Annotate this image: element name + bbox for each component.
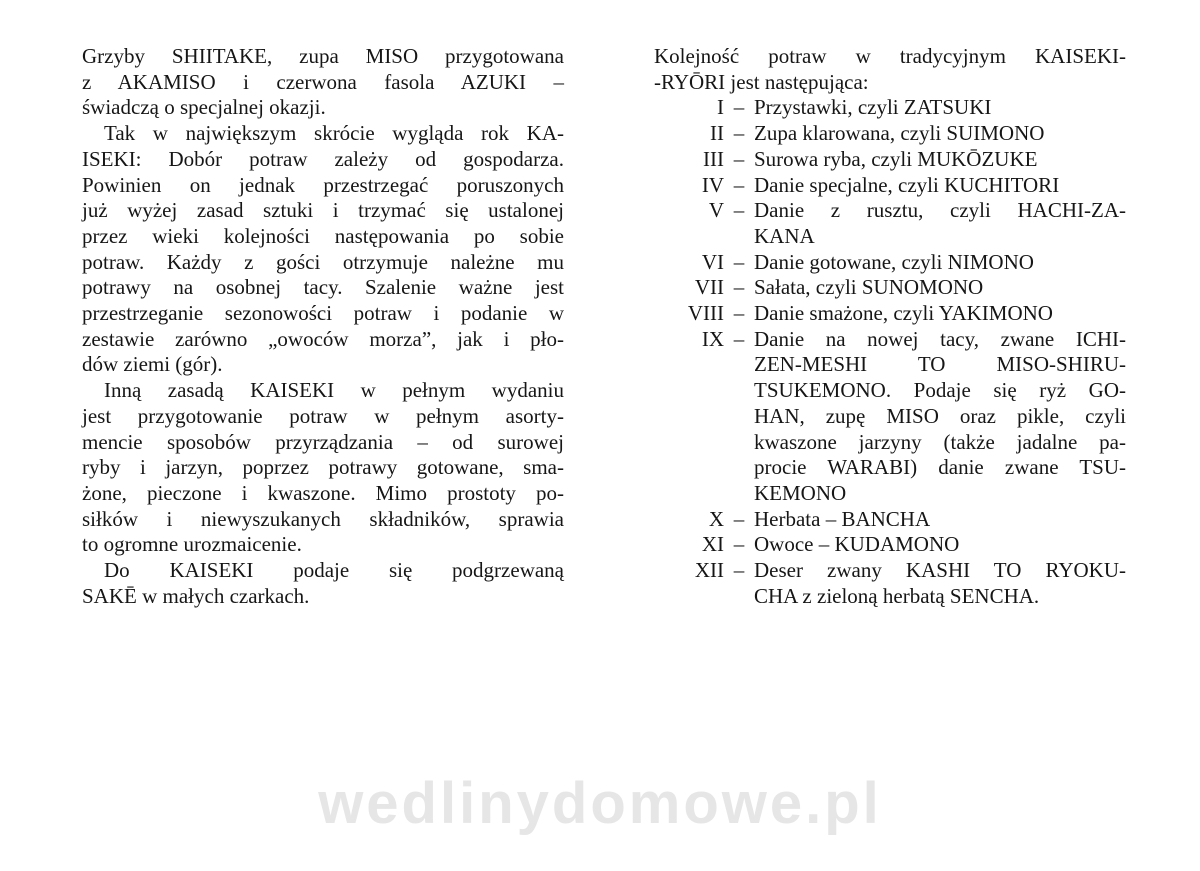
dash: – (733, 532, 745, 557)
text-line: Do KAISEKI podaje się podgrzewaną (104, 558, 564, 583)
text-line: Grzyby SHIITAKE, zupa MISO przygotowana (82, 44, 564, 68)
text-line: Danie z rusztu, czyli HACHI-ZA- (754, 198, 1126, 223)
text-line: Sałata, czyli SUNOMONO (754, 275, 984, 300)
text-line: ISEKI: Dobór potraw zależy od gospodarza. (82, 146, 564, 171)
paragraph-2 (82, 121, 564, 378)
text-line: siłków i niewyszukanych składników, sprawia (82, 506, 564, 531)
text-line: Danie gotowane, czyli NIMONO (754, 249, 1034, 274)
text-line: KEMONO (754, 480, 847, 505)
dash: – (733, 249, 745, 274)
roman-numeral: IX (701, 326, 724, 351)
list-intro (654, 44, 1126, 95)
text-line: Deser zwany KASHI TO RYOKU- (754, 558, 1126, 583)
list-item (652, 301, 1126, 327)
text-line: jest przygotowanie potraw w pełnym asorty- (82, 403, 564, 428)
text-line: ZEN-MESHI TO MISO-SHIRU- (754, 352, 1126, 377)
roman-numeral: III (703, 146, 724, 171)
roman-numeral: V (708, 198, 724, 223)
list-item (652, 95, 1126, 121)
text-line: SAKĒ w małych czarkach. (82, 583, 310, 608)
text-line: potrawy na osobnej tacy. Szalenie ważne jest (82, 275, 564, 300)
dash: – (733, 301, 745, 326)
course-list (652, 95, 1126, 609)
list-item (652, 121, 1126, 147)
roman-numeral: II (710, 121, 724, 146)
text-line: HAN, zupę MISO oraz pikle, czyli (754, 403, 1126, 428)
text-line: dów ziemi (gór). (82, 352, 223, 377)
item-text (754, 121, 1126, 147)
text-line: mencie sposobów przyrządzania – od surowej (82, 429, 564, 454)
item-text (754, 558, 1126, 609)
text-line: Danie smażone, czyli YAKIMONO (754, 301, 1053, 326)
text-line: potraw. Każdy z gości otrzymuje należne mu (82, 249, 564, 274)
list-item (652, 532, 1126, 558)
text-line: Kolejność potraw w tradycyjnym KAISEKI- (654, 44, 1126, 68)
item-text (754, 507, 1126, 533)
list-item (652, 275, 1126, 301)
list-item (652, 198, 1126, 249)
item-text (754, 95, 1126, 121)
item-text (754, 250, 1126, 276)
roman-numeral: VII (694, 275, 724, 300)
left-text-column (82, 44, 564, 609)
item-text (754, 147, 1126, 173)
item-text (754, 327, 1126, 507)
item-text (754, 532, 1126, 558)
list-item (652, 507, 1126, 533)
text-line: Herbata – BANCHA (754, 506, 931, 531)
list-item (652, 327, 1126, 507)
paragraph-4 (82, 558, 564, 609)
dash: – (733, 558, 745, 583)
text-line: procie WARABI) danie zwane TSU- (754, 455, 1126, 480)
text-line: Danie na nowej tacy, zwane ICHI- (754, 326, 1126, 351)
roman-numeral: X (708, 506, 724, 531)
text-line: ryby i jarzyn, poprzez potrawy gotowane, sma- (82, 455, 564, 480)
list-item (652, 250, 1126, 276)
text-line: z AKAMISO i czerwona fasola AZUKI – (82, 69, 564, 94)
list-item (652, 558, 1126, 609)
dash: – (733, 95, 745, 120)
text-line: KANA (754, 223, 815, 248)
dash: – (733, 146, 745, 171)
roman-numeral: VIII (687, 301, 724, 326)
paragraph-1 (82, 44, 564, 121)
watermark: wedlinydomowe.pl (318, 771, 882, 836)
text-line: zestawie zarówno „owoców morza”, jak i pło- (82, 326, 564, 351)
text-line: TSUKEMONO. Podaje się ryż GO- (754, 378, 1126, 403)
roman-numeral: XII (694, 558, 724, 583)
text-line: to ogromne urozmaicenie. (82, 532, 302, 557)
text-line: Przystawki, czyli ZATSUKI (754, 95, 992, 120)
text-line: kwaszone jarzyny (także jadalne pa- (754, 429, 1126, 454)
roman-numeral: IV (701, 172, 724, 197)
dash: – (733, 121, 745, 146)
dash: – (733, 326, 745, 351)
text-line: Zupa klarowana, czyli SUIMONO (754, 121, 1045, 146)
text-line: CHA z zieloną herbatą SENCHA. (754, 583, 1040, 608)
dash: – (733, 172, 745, 197)
text-line: -RYŌRI jest następująca: (654, 69, 869, 94)
dash: – (733, 275, 745, 300)
list-item (652, 147, 1126, 173)
dash: – (733, 198, 745, 223)
item-text (754, 301, 1126, 327)
dash: – (733, 506, 745, 531)
text-line: żone, pieczone i kwaszone. Mimo prostoty po- (82, 480, 564, 505)
text-line: przez wieki kolejności następowania po sobie (82, 223, 564, 248)
item-text (754, 173, 1126, 199)
text-line: Danie specjalne, czyli KUCHITORI (754, 172, 1060, 197)
roman-numeral: VI (701, 249, 724, 274)
list-item (652, 173, 1126, 199)
item-text (754, 198, 1126, 249)
text-line: Powinien on jednak przestrzegać poruszonych (82, 172, 564, 197)
text-line: Tak w największym skrócie wygląda rok KA- (104, 121, 564, 146)
text-line: Inną zasadą KAISEKI w pełnym wydaniu (104, 378, 564, 403)
text-line: świadczą o specjalnej okazji. (82, 95, 326, 120)
right-text-column (652, 44, 1126, 609)
text-line: przestrzeganie sezonowości potraw i podanie w (82, 301, 564, 326)
text-line: Surowa ryba, czyli MUKŌZUKE (754, 146, 1038, 171)
text-line: Owoce – KUDAMONO (754, 532, 960, 557)
roman-numeral: XI (701, 532, 724, 557)
roman-numeral: I (717, 95, 724, 120)
item-text (754, 275, 1126, 301)
text-line: już wyżej zasad sztuki i trzymać się ustalonej (82, 198, 564, 223)
paragraph-3 (82, 378, 564, 558)
